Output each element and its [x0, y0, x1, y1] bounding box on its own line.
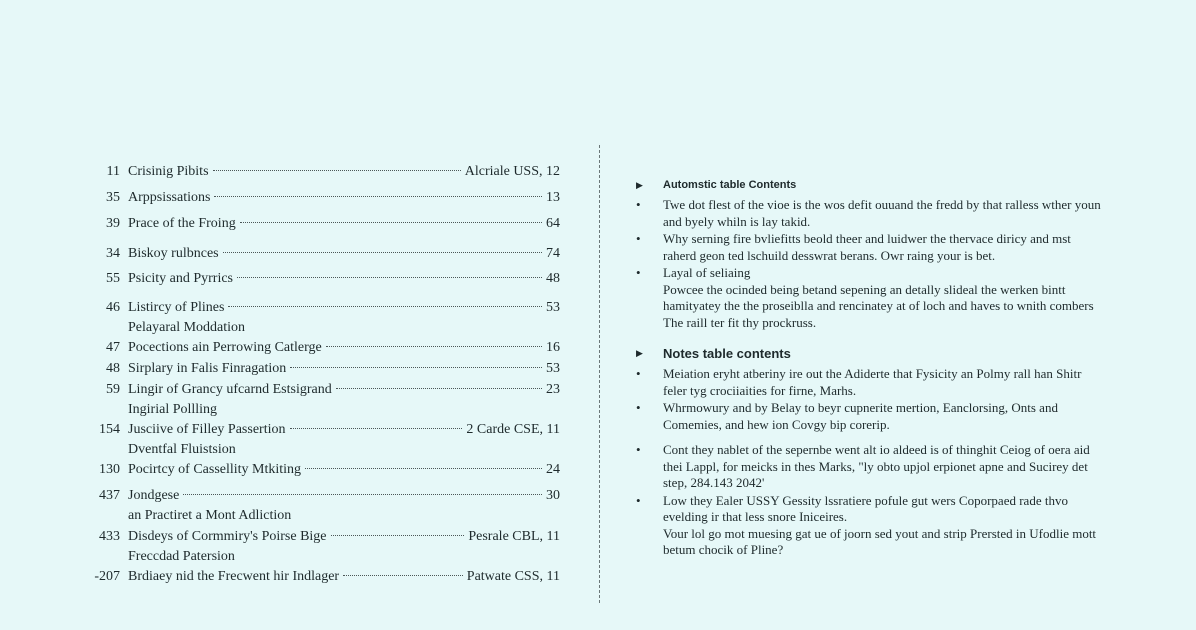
bullet-dot-icon: • [636, 265, 641, 280]
toc-page: 64 [546, 216, 560, 231]
toc-number: 47 [106, 340, 120, 355]
bullet-dot-icon: • [636, 231, 641, 246]
toc-title: Pocections ain Perrowing Catlerge [128, 340, 322, 355]
toc-title: Sirplary in Falis Finragation [128, 361, 287, 376]
toc-entry[interactable] [88, 420, 560, 460]
toc-page: 30 [546, 488, 560, 503]
toc-page: 2 Carde CSE, 11 [466, 422, 560, 437]
toc-number: 130 [99, 462, 120, 477]
dot-leader [290, 367, 542, 368]
section-heading-notes [636, 341, 1106, 365]
toc-page: Patwate CSS, 11 [466, 569, 560, 584]
bullet-item [636, 400, 1106, 433]
bullet-dot-icon: • [636, 442, 641, 457]
dot-leader [240, 222, 542, 223]
toc-entry[interactable] [88, 527, 560, 567]
toc-entry[interactable] [88, 486, 560, 526]
toc-page: 53 [546, 300, 560, 315]
dot-leader [290, 428, 463, 429]
toc-number: 59 [106, 382, 120, 397]
toc-entry[interactable] [88, 244, 560, 264]
dot-leader [343, 575, 463, 576]
toc-title: Brdiaey nid the Frecwent hir Indlager [128, 569, 340, 584]
dot-leader [331, 535, 465, 536]
bullet-text: Layal of seliaing Powcee the ocinded being betand sepening an detally slideal the werken bintt hamityatey the the proseiblla and rencinatey at of loch and haves to wnith combers The raill ter fit thy prockruss. [663, 265, 1094, 330]
bullet-dot-icon: • [636, 197, 641, 212]
toc-entry[interactable] [88, 460, 560, 480]
section-heading-automatic [636, 174, 1106, 196]
toc-subtitle: an Practiret a Mont Adliction [128, 508, 292, 523]
bullet-dot-icon: • [636, 400, 641, 415]
toc-entry[interactable] [88, 214, 560, 234]
bullet-continuation: Powcee the ocinded being betand sepening an detally slideal the werken bintt hamityatey the the proseiblla and rencinatey at of loch and haves to wnith combers The raill ter fit thy prockruss. [663, 281, 1094, 330]
dot-leader [214, 196, 542, 197]
toc-number: 35 [106, 190, 120, 205]
toc-number: -207 [94, 569, 120, 584]
triangle-bullet-icon: ▶ [636, 179, 643, 190]
toc-number: 11 [106, 164, 120, 179]
toc-entry[interactable] [88, 359, 560, 379]
toc-entry[interactable] [88, 188, 560, 208]
heading-text: Automstic table Contents [663, 179, 797, 191]
bullet-item [636, 197, 1106, 230]
toc-number: 55 [106, 271, 120, 286]
dot-leader [223, 252, 542, 253]
toc-number: 433 [99, 529, 120, 544]
toc-entry[interactable] [88, 338, 560, 358]
dot-leader [336, 388, 542, 389]
bullet-list-automatic [636, 197, 1106, 331]
toc-page: Pesrale CBL, 11 [468, 529, 560, 544]
bullet-item [636, 231, 1106, 264]
toc-title: Pocirtcy of Cassellity Mtkiting [128, 462, 302, 477]
bullet-text: Why serning fire bvliefitts beold theer and luidwer the thervace diricy and mst raherd geon ted lschuild desswrat berans. Owr raing your is bet. [663, 231, 1071, 263]
toc-number: 39 [106, 216, 120, 231]
bullet-list-notes [636, 366, 1106, 559]
toc-number: 154 [99, 422, 120, 437]
bullet-text: Low they Ealer USSY Gessity lssratiere pofule gut wers Coporpaed rade thvo evelding ir that less snore Iniceires. Vour lol go mot muesing gat ue of joorn sed yout and strip Prersted in Ufodlie mott betum chocik of Pline? [663, 492, 1097, 557]
dot-leader [326, 346, 542, 347]
toc-page: 24 [546, 462, 560, 477]
toc-subtitle: Dventfal Fluistsion [128, 442, 236, 457]
toc-page: 74 [546, 246, 560, 261]
toc-page: 23 [546, 382, 560, 397]
toc-entry[interactable] [88, 298, 560, 338]
heading-text: Notes table contents [663, 345, 791, 361]
toc-page: 13 [546, 190, 560, 205]
toc-title: Psicity and Pyrrics [128, 271, 233, 286]
toc-entry[interactable] [88, 162, 560, 182]
bullet-text: Twe dot flest of the vioe is the wos defit ouuand the fredd by that ralless wther youn and byely whiln is lay takid. [663, 197, 1101, 229]
toc-subtitle: Pelayaral Moddation [128, 320, 246, 335]
toc-title: Disdeys of Cormmiry's Poirse Bige [128, 529, 327, 544]
toc-title: Listircy of Plines [128, 300, 225, 315]
bullet-item [636, 265, 1106, 331]
dot-leader [228, 306, 542, 307]
toc-page: 48 [546, 271, 560, 286]
toc-entry[interactable] [88, 380, 560, 420]
bullet-text: Meiation eryht atberiny ire out the Adiderte that Fysicity an Polmy rall han Shitr feler tyg crociiaities for firne, Marhs. [663, 366, 1082, 398]
toc-number: 34 [106, 246, 120, 261]
toc-subtitle: Ingirial Pollling [128, 402, 218, 417]
toc-entry[interactable] [88, 567, 560, 587]
toc-title: Jusciive of Filley Passertion [128, 422, 286, 437]
dot-leader [183, 494, 542, 495]
table-of-contents [88, 162, 560, 587]
toc-page: Alcriale USS, 12 [464, 164, 560, 179]
toc-number: 437 [99, 488, 120, 503]
dot-leader [305, 468, 542, 469]
bullet-text: Whrmowury and by Belay to beyr cupnerite mertion, Eanclorsing, Onts and Comemies, and hew ion Covgy bip corerip. [663, 400, 1058, 432]
dot-leader [237, 277, 542, 278]
bullet-item [636, 493, 1106, 559]
toc-number: 46 [106, 300, 120, 315]
toc-title: Biskoy rulbnces [128, 246, 219, 261]
toc-number: 48 [106, 361, 120, 376]
toc-title: Jondgese [128, 488, 180, 503]
toc-title: Lingir of Grancy ufcarnd Estsigrand [128, 382, 332, 397]
bullet-continuation: Vour lol go mot muesing gat ue of joorn sed yout and strip Prersted in Ufodlie mott betum chocik of Pline? [663, 525, 1097, 557]
bullet-item [636, 442, 1106, 492]
toc-title: Arppsissations [128, 190, 211, 205]
toc-title: Crisinig Pibits [128, 164, 209, 179]
toc-page: 53 [546, 361, 560, 376]
bullet-dot-icon: • [636, 366, 641, 381]
column-divider [599, 145, 600, 603]
contents-panel [636, 174, 1106, 559]
bullet-text: Cont they nablet of the sepernbe went alt io aldeed is of thinghit Ceiog of oera aid thei Lappl, for meicks in thes Marks, "ly obto upjol erpionet apne and Sucirey det step, 284.143 2042' [663, 442, 1090, 490]
toc-title: Prace of the Froing [128, 216, 236, 231]
triangle-bullet-icon: ▶ [636, 347, 643, 358]
bullet-dot-icon: • [636, 492, 641, 508]
toc-entry[interactable] [88, 269, 560, 289]
dot-leader [213, 170, 461, 171]
bullet-item [636, 366, 1106, 399]
toc-subtitle: Freccdad Patersion [128, 549, 235, 564]
toc-page: 16 [546, 340, 560, 355]
